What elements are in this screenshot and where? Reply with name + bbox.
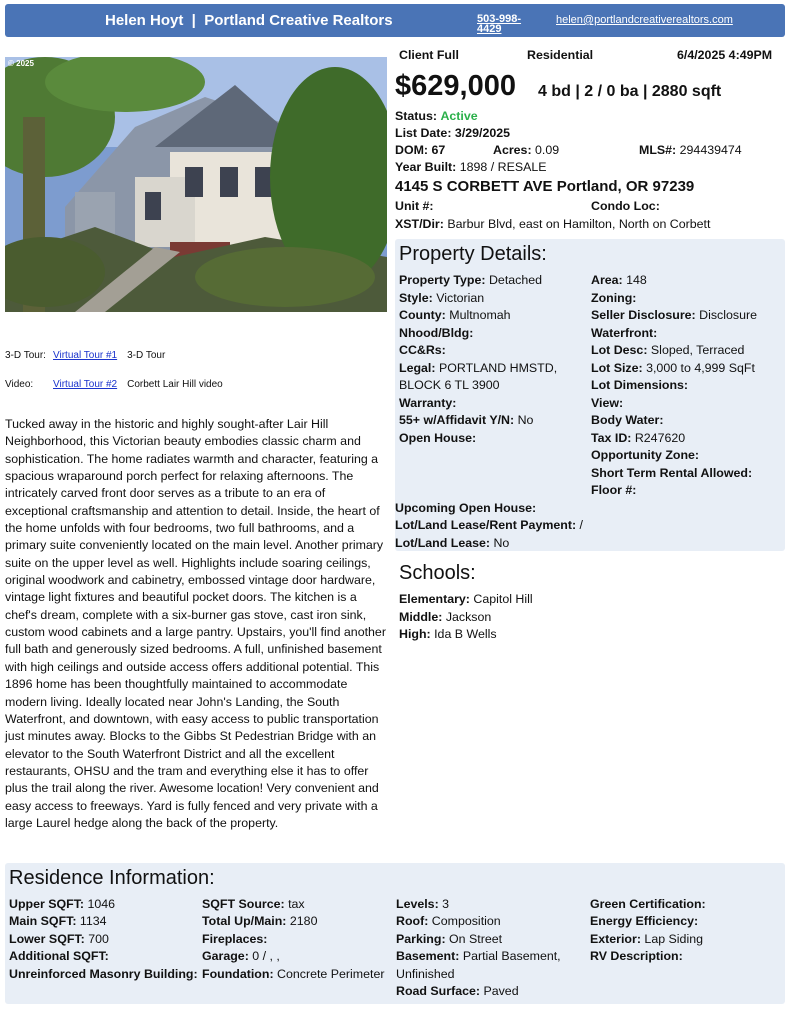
nhood-row: Nhood/Bldg: (399, 326, 474, 340)
virtual-tour-2-link[interactable]: Virtual Tour #2 (53, 379, 118, 390)
upper-sqft-row: Upper SQFT: 1046 (9, 897, 116, 911)
status-badge: Active (440, 109, 478, 123)
report-datetime: 6/4/2025 4:49PM (677, 48, 773, 62)
bed-bath-sqft: 4 bd | 2 / 0 ba | 2880 sqft (538, 83, 722, 100)
parking-row: Parking: On Street (396, 932, 503, 946)
open-house-row: Open House: (399, 431, 477, 445)
foundation-row: Foundation: Concrete Perimeter (202, 967, 385, 981)
legal-row: Legal: PORTLAND HMSTD, (399, 361, 558, 375)
virtual-tour-1-link[interactable]: Virtual Tour #1 (53, 350, 118, 361)
roof-row: Roof: Composition (396, 914, 501, 928)
property-photo (5, 57, 387, 312)
year-built-row: Year Built: 1898 / RESALE (395, 160, 547, 174)
sqft-source-row: SQFT Source: tax (202, 897, 305, 911)
property-address: 4145 S CORBETT AVE Portland, OR 97239 (395, 178, 695, 195)
tour-row-1 (5, 350, 165, 361)
tour-label: 3-D Tour: (5, 350, 46, 361)
lower-sqft-row: Lower SQFT: 700 (9, 932, 109, 946)
green-cert-row: Green Certification: (590, 897, 706, 911)
schools-title: Schools: (399, 562, 476, 584)
basement-row-cont: Unfinished (396, 967, 455, 981)
condo-loc-row: Condo Loc: (591, 199, 660, 213)
status-row: Status: Active (395, 109, 478, 123)
energy-efficiency-row: Energy Efficiency: (590, 914, 699, 928)
seller-disclosure-row: Seller Disclosure: Disclosure (591, 308, 757, 322)
property-description: Tucked away in the historic and highly sought-after Lair Hill Neighborhood, this Victorian beauty embodies classic charm and sophistication. The home radiates warmth and character, featuring a spacious wraparound porch perfect for relaxing afternoons. The intricately carved front door serves as a tribute to an era of exceptional craftsmanship and attention to detail. Inside, the heart of the home unfolds with four bedrooms, two full bathrooms, and a primary suite conveniently located on the main level. Another primary suite on the upper level as well. Highlights include soaring ceilings, original woodwork and cabinetry, embossed vintage door hardware, vintage light fixtures and beautiful pocket doors. The kitchen is a chef's dream, complete with a six-burner gas stove, cast iron sink, custom wood cabinets and a large pantry. Upstairs, you'll find another full bath and generously sized bedrooms. A full, unfinished basement with high ceilings and outside access offers additional potential. This 1896 home has been thoughtfully maintained to accommodate modern living. Ideally located near John's Landing, the South Waterfront, and downtown, with easy access to public transportation just minutes away. Blocks to the Gibbs St Pedestrian Bridge with an elevator to the South Waterfront District and all the excellent restaurants, OHSU and the tram and everything else it has to offer plus the trail along the river. Awesome location! Very convenient and easy access to freeways. Yard is fully fenced and very private with a large Laurel hedge along the back of the property. (5, 417, 386, 830)
opportunity-zone-row: Opportunity Zone: (591, 448, 700, 462)
garage-row: Garage: 0 / , , (202, 949, 280, 963)
middle-row: Middle: Jackson (399, 610, 492, 624)
mls-row: MLS#: 294439474 (639, 143, 742, 157)
agent-phone-link[interactable]: 503-998-4429 (477, 13, 522, 35)
affidavit-row: 55+ w/Affidavit Y/N: No (399, 413, 534, 427)
short-term-rental-row: Short Term Rental Allowed: (591, 466, 753, 480)
tour-label: Video: (5, 379, 34, 390)
body-water-row: Body Water: (591, 413, 664, 427)
agent-header-bar (5, 4, 785, 37)
lot-desc-row: Lot Desc: Sloped, Terraced (591, 343, 745, 357)
list-date-row: List Date: 3/29/2025 (395, 126, 511, 140)
rv-description-row: RV Description: (590, 949, 683, 963)
zoning-row: Zoning: (591, 291, 637, 305)
total-up-main-row: Total Up/Main: 2180 (202, 914, 318, 928)
property-type-row: Property Type: Detached (399, 273, 543, 287)
style-row: Style: Victorian (399, 291, 485, 305)
agent-email-link[interactable]: helen@portlandcreativerealtors.com (556, 14, 733, 26)
upcoming-open-house-row: Upcoming Open House: (395, 501, 537, 515)
acres-row: Acres: 0.09 (493, 143, 560, 157)
masonry-row: Unreinforced Masonry Building: (9, 967, 198, 981)
property-details-title: Property Details: (399, 243, 547, 265)
photo-copyright: © 2025 (8, 59, 34, 68)
road-surface-row: Road Surface: Paved (396, 984, 519, 998)
view-row: View: (591, 396, 624, 410)
legal-row-cont: BLOCK 6 TL 3900 (399, 378, 500, 392)
tour-row-2 (5, 379, 223, 390)
residence-info-title: Residence Information: (9, 867, 215, 889)
list-price: $629,000 (395, 70, 516, 102)
basement-row: Basement: Partial Basement, (396, 949, 561, 963)
tour-description: 3-D Tour (127, 350, 166, 361)
house-photo-illustration (5, 57, 387, 312)
land-lease-row: Lot/Land Lease: No (395, 536, 510, 550)
ccrs-row: CC&Rs: (399, 343, 446, 357)
high-row: High: Ida B Wells (399, 627, 497, 641)
area-row: Area: 148 (591, 273, 647, 287)
additional-sqft-row: Additional SQFT: (9, 949, 109, 963)
tour-description: Corbett Lair Hill video (127, 379, 223, 390)
county-row: County: Multnomah (399, 308, 511, 322)
lot-size-row: Lot Size: 3,000 to 4,999 SqFt (591, 361, 755, 375)
elementary-row: Elementary: Capitol Hill (399, 592, 533, 606)
tax-id-row: Tax ID: R247620 (591, 431, 686, 445)
cross-street-row: XST/Dir: Barbur Blvd, east on Hamilton, North on Corbett (395, 217, 711, 231)
report-type: Client Full (399, 48, 459, 62)
unit-row: Unit #: (395, 199, 434, 213)
floor-row: Floor #: (591, 483, 637, 497)
lease-payment-row: Lot/Land Lease/Rent Payment: / (395, 518, 583, 532)
dom-row: DOM: 67 (395, 143, 446, 157)
agent-name: Helen Hoyt | Portland Creative Realtors (105, 12, 393, 29)
levels-row: Levels: 3 (396, 897, 450, 911)
lot-dimensions-row: Lot Dimensions: (591, 378, 689, 392)
main-sqft-row: Main SQFT: 1134 (9, 914, 107, 928)
exterior-row: Exterior: Lap Siding (590, 932, 703, 946)
warranty-row: Warranty: (399, 396, 457, 410)
property-category: Residential (527, 48, 594, 62)
fireplaces-row: Fireplaces: (202, 932, 268, 946)
waterfront-row: Waterfront: (591, 326, 658, 340)
